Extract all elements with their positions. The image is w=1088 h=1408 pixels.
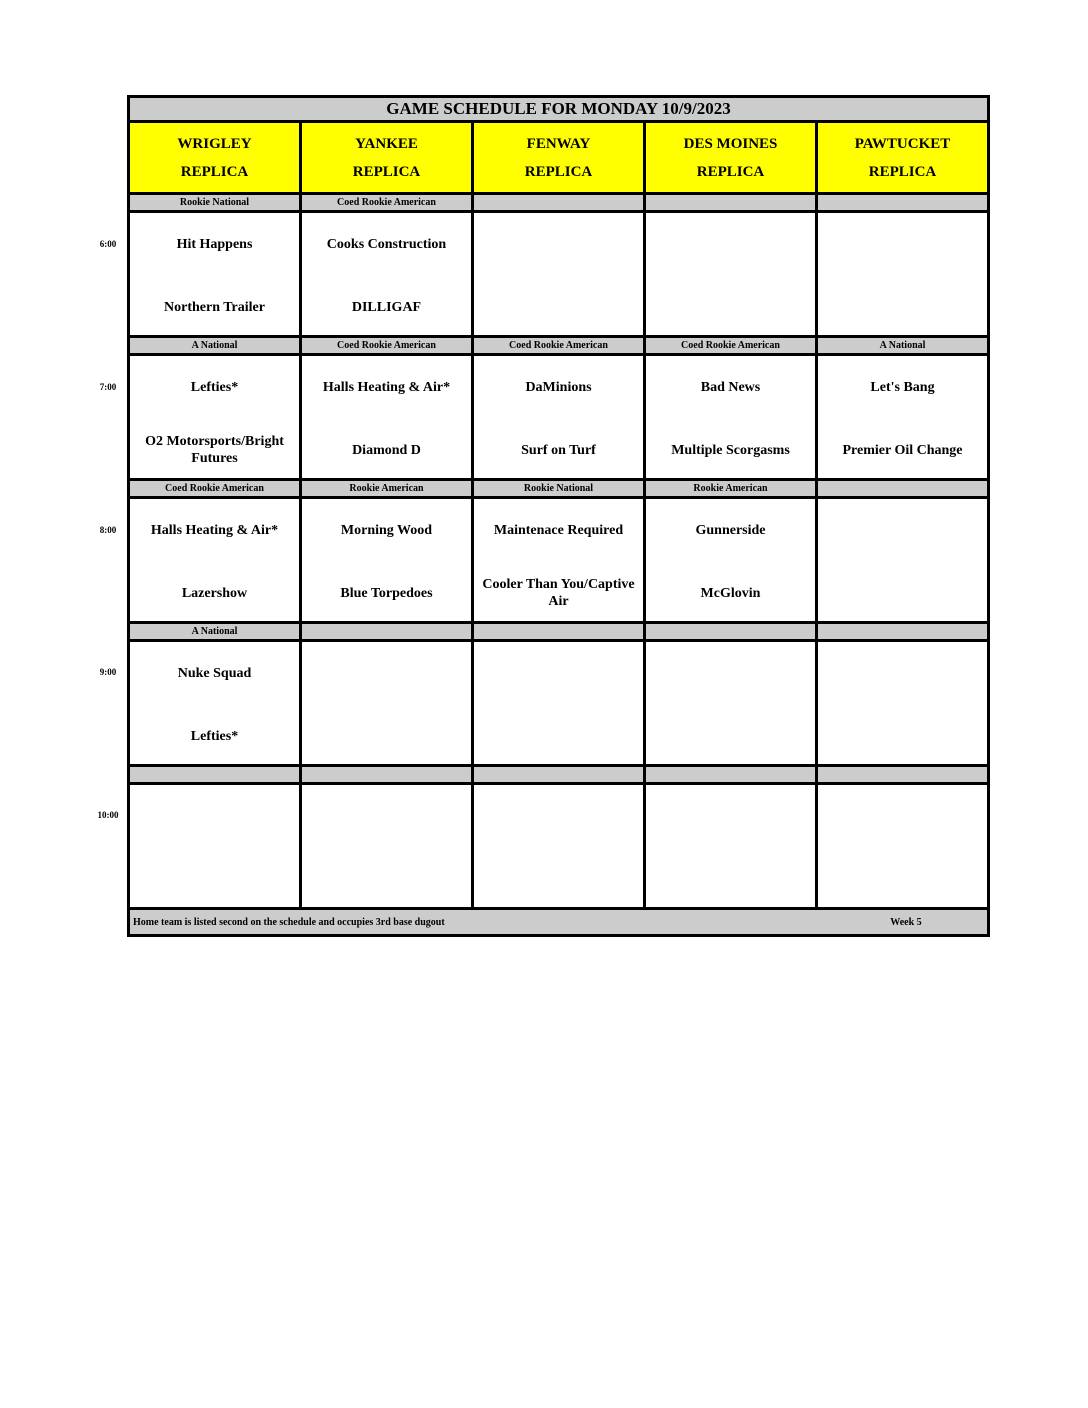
game-cell	[818, 213, 987, 335]
away-team: Bad News	[700, 379, 761, 395]
venue-type: REPLICA	[524, 163, 593, 180]
home-team	[306, 859, 467, 899]
away-team	[650, 653, 811, 693]
division-label: A National	[818, 338, 987, 353]
game-cell	[474, 356, 643, 478]
division-label	[818, 195, 987, 210]
division-label	[130, 767, 299, 782]
game-cell	[818, 785, 987, 907]
away-team	[822, 224, 983, 264]
venue-name: FENWAY	[526, 135, 591, 152]
division-label	[302, 767, 471, 782]
home-team	[650, 287, 811, 327]
home-team: Blue Torpedoes	[340, 585, 433, 601]
division-label: Rookie National	[474, 481, 643, 496]
home-team: Surf on Turf	[521, 442, 596, 458]
home-team: Cooler Than You/Captive Air	[482, 577, 635, 609]
game-cell	[474, 642, 643, 764]
away-team	[478, 224, 639, 264]
game-cell	[130, 785, 299, 907]
away-team: Lefties*	[190, 379, 239, 395]
home-team	[478, 716, 639, 756]
time-label: 10:00	[97, 810, 119, 820]
away-team: Morning Wood	[340, 522, 433, 538]
home-team	[134, 859, 295, 899]
home-team: Diamond D	[352, 442, 421, 458]
away-team: DaMinions	[525, 379, 592, 395]
away-team	[822, 796, 983, 836]
home-team	[478, 287, 639, 327]
game-cell	[818, 642, 987, 764]
venue-type: REPLICA	[180, 163, 249, 180]
division-label: Coed Rookie American	[646, 338, 815, 353]
division-label	[646, 624, 815, 639]
venue-header-wrigley	[130, 123, 299, 192]
game-cell	[646, 499, 815, 621]
venue-name: YANKEE	[355, 135, 418, 152]
away-team: Halls Heating & Air*	[150, 522, 279, 538]
venue-header-des-moines	[646, 123, 815, 192]
time-label: 7:00	[99, 382, 117, 392]
division-label	[474, 624, 643, 639]
division-label: Rookie American	[646, 481, 815, 496]
away-team	[822, 653, 983, 693]
venue-header-fenway	[474, 123, 643, 192]
division-label: Coed Rookie American	[130, 481, 299, 496]
home-team: Northern Trailer	[164, 299, 265, 315]
home-team: DILLIGAF	[351, 299, 422, 315]
home-team	[822, 859, 983, 899]
division-label	[818, 767, 987, 782]
away-team: Let's Bang	[870, 379, 935, 395]
home-team	[306, 716, 467, 756]
game-cell	[646, 785, 815, 907]
game-cell	[302, 499, 471, 621]
home-team: O2 Motorsports/Bright Futures	[145, 434, 284, 466]
game-cell	[646, 213, 815, 335]
home-team: Lazershow	[181, 585, 248, 601]
game-cell	[646, 356, 815, 478]
division-label: A National	[130, 338, 299, 353]
game-cell	[474, 785, 643, 907]
division-label	[474, 767, 643, 782]
time-label: 6:00	[99, 239, 117, 249]
away-team	[822, 510, 983, 550]
venue-header-yankee	[302, 123, 471, 192]
home-team: McGlovin	[700, 585, 761, 601]
time-label: 8:00	[99, 525, 117, 535]
schedule-title: GAME SCHEDULE FOR MONDAY 10/9/2023	[130, 98, 987, 120]
footer-note: Home team is listed second on the schedule and occupies 3rd base dugout	[133, 916, 445, 928]
home-team: Premier Oil Change	[842, 442, 963, 458]
venue-type: REPLICA	[696, 163, 765, 180]
schedule-table	[127, 95, 990, 937]
home-team	[822, 287, 983, 327]
footer-row	[130, 910, 987, 934]
home-team: Lefties*	[190, 728, 239, 744]
away-team	[478, 653, 639, 693]
venue-type: REPLICA	[868, 163, 937, 180]
away-team	[134, 796, 295, 836]
game-cell	[474, 213, 643, 335]
division-label	[646, 767, 815, 782]
game-cell	[130, 499, 299, 621]
venue-name: DES MOINES	[683, 135, 778, 152]
game-cell	[818, 356, 987, 478]
away-team: Halls Heating & Air*	[322, 379, 451, 395]
division-label	[302, 624, 471, 639]
division-label	[474, 195, 643, 210]
game-cell	[474, 499, 643, 621]
division-label: Rookie American	[302, 481, 471, 496]
division-label: Coed Rookie American	[302, 338, 471, 353]
game-cell	[130, 356, 299, 478]
week-label: Week 5	[890, 916, 922, 928]
home-team	[822, 573, 983, 613]
division-label	[818, 624, 987, 639]
away-team	[306, 653, 467, 693]
away-team	[650, 796, 811, 836]
game-cell	[818, 499, 987, 621]
away-team	[306, 796, 467, 836]
away-team: Nuke Squad	[177, 665, 252, 681]
away-team: Maintenace Required	[493, 522, 624, 538]
home-team	[822, 716, 983, 756]
time-label: 9:00	[99, 667, 117, 677]
game-cell	[130, 213, 299, 335]
game-cell	[302, 356, 471, 478]
division-label: Coed Rookie American	[474, 338, 643, 353]
away-team	[478, 796, 639, 836]
home-team	[478, 859, 639, 899]
away-team	[650, 224, 811, 264]
division-label: Coed Rookie American	[302, 195, 471, 210]
game-cell	[130, 642, 299, 764]
venue-name: WRIGLEY	[177, 135, 252, 152]
venue-name: PAWTUCKET	[854, 135, 951, 152]
division-label	[818, 481, 987, 496]
away-team: Cooks Construction	[326, 236, 447, 252]
division-label: A National	[130, 624, 299, 639]
home-team	[650, 716, 811, 756]
venue-header-pawtucket	[818, 123, 987, 192]
game-cell	[302, 213, 471, 335]
game-cell	[302, 785, 471, 907]
venue-type: REPLICA	[352, 163, 421, 180]
division-label	[646, 195, 815, 210]
home-team	[650, 859, 811, 899]
game-cell	[646, 642, 815, 764]
away-team: Gunnerside	[695, 522, 766, 538]
game-cell	[302, 642, 471, 764]
home-team: Multiple Scorgasms	[671, 442, 790, 458]
division-label: Rookie National	[130, 195, 299, 210]
away-team: Hit Happens	[176, 236, 253, 252]
